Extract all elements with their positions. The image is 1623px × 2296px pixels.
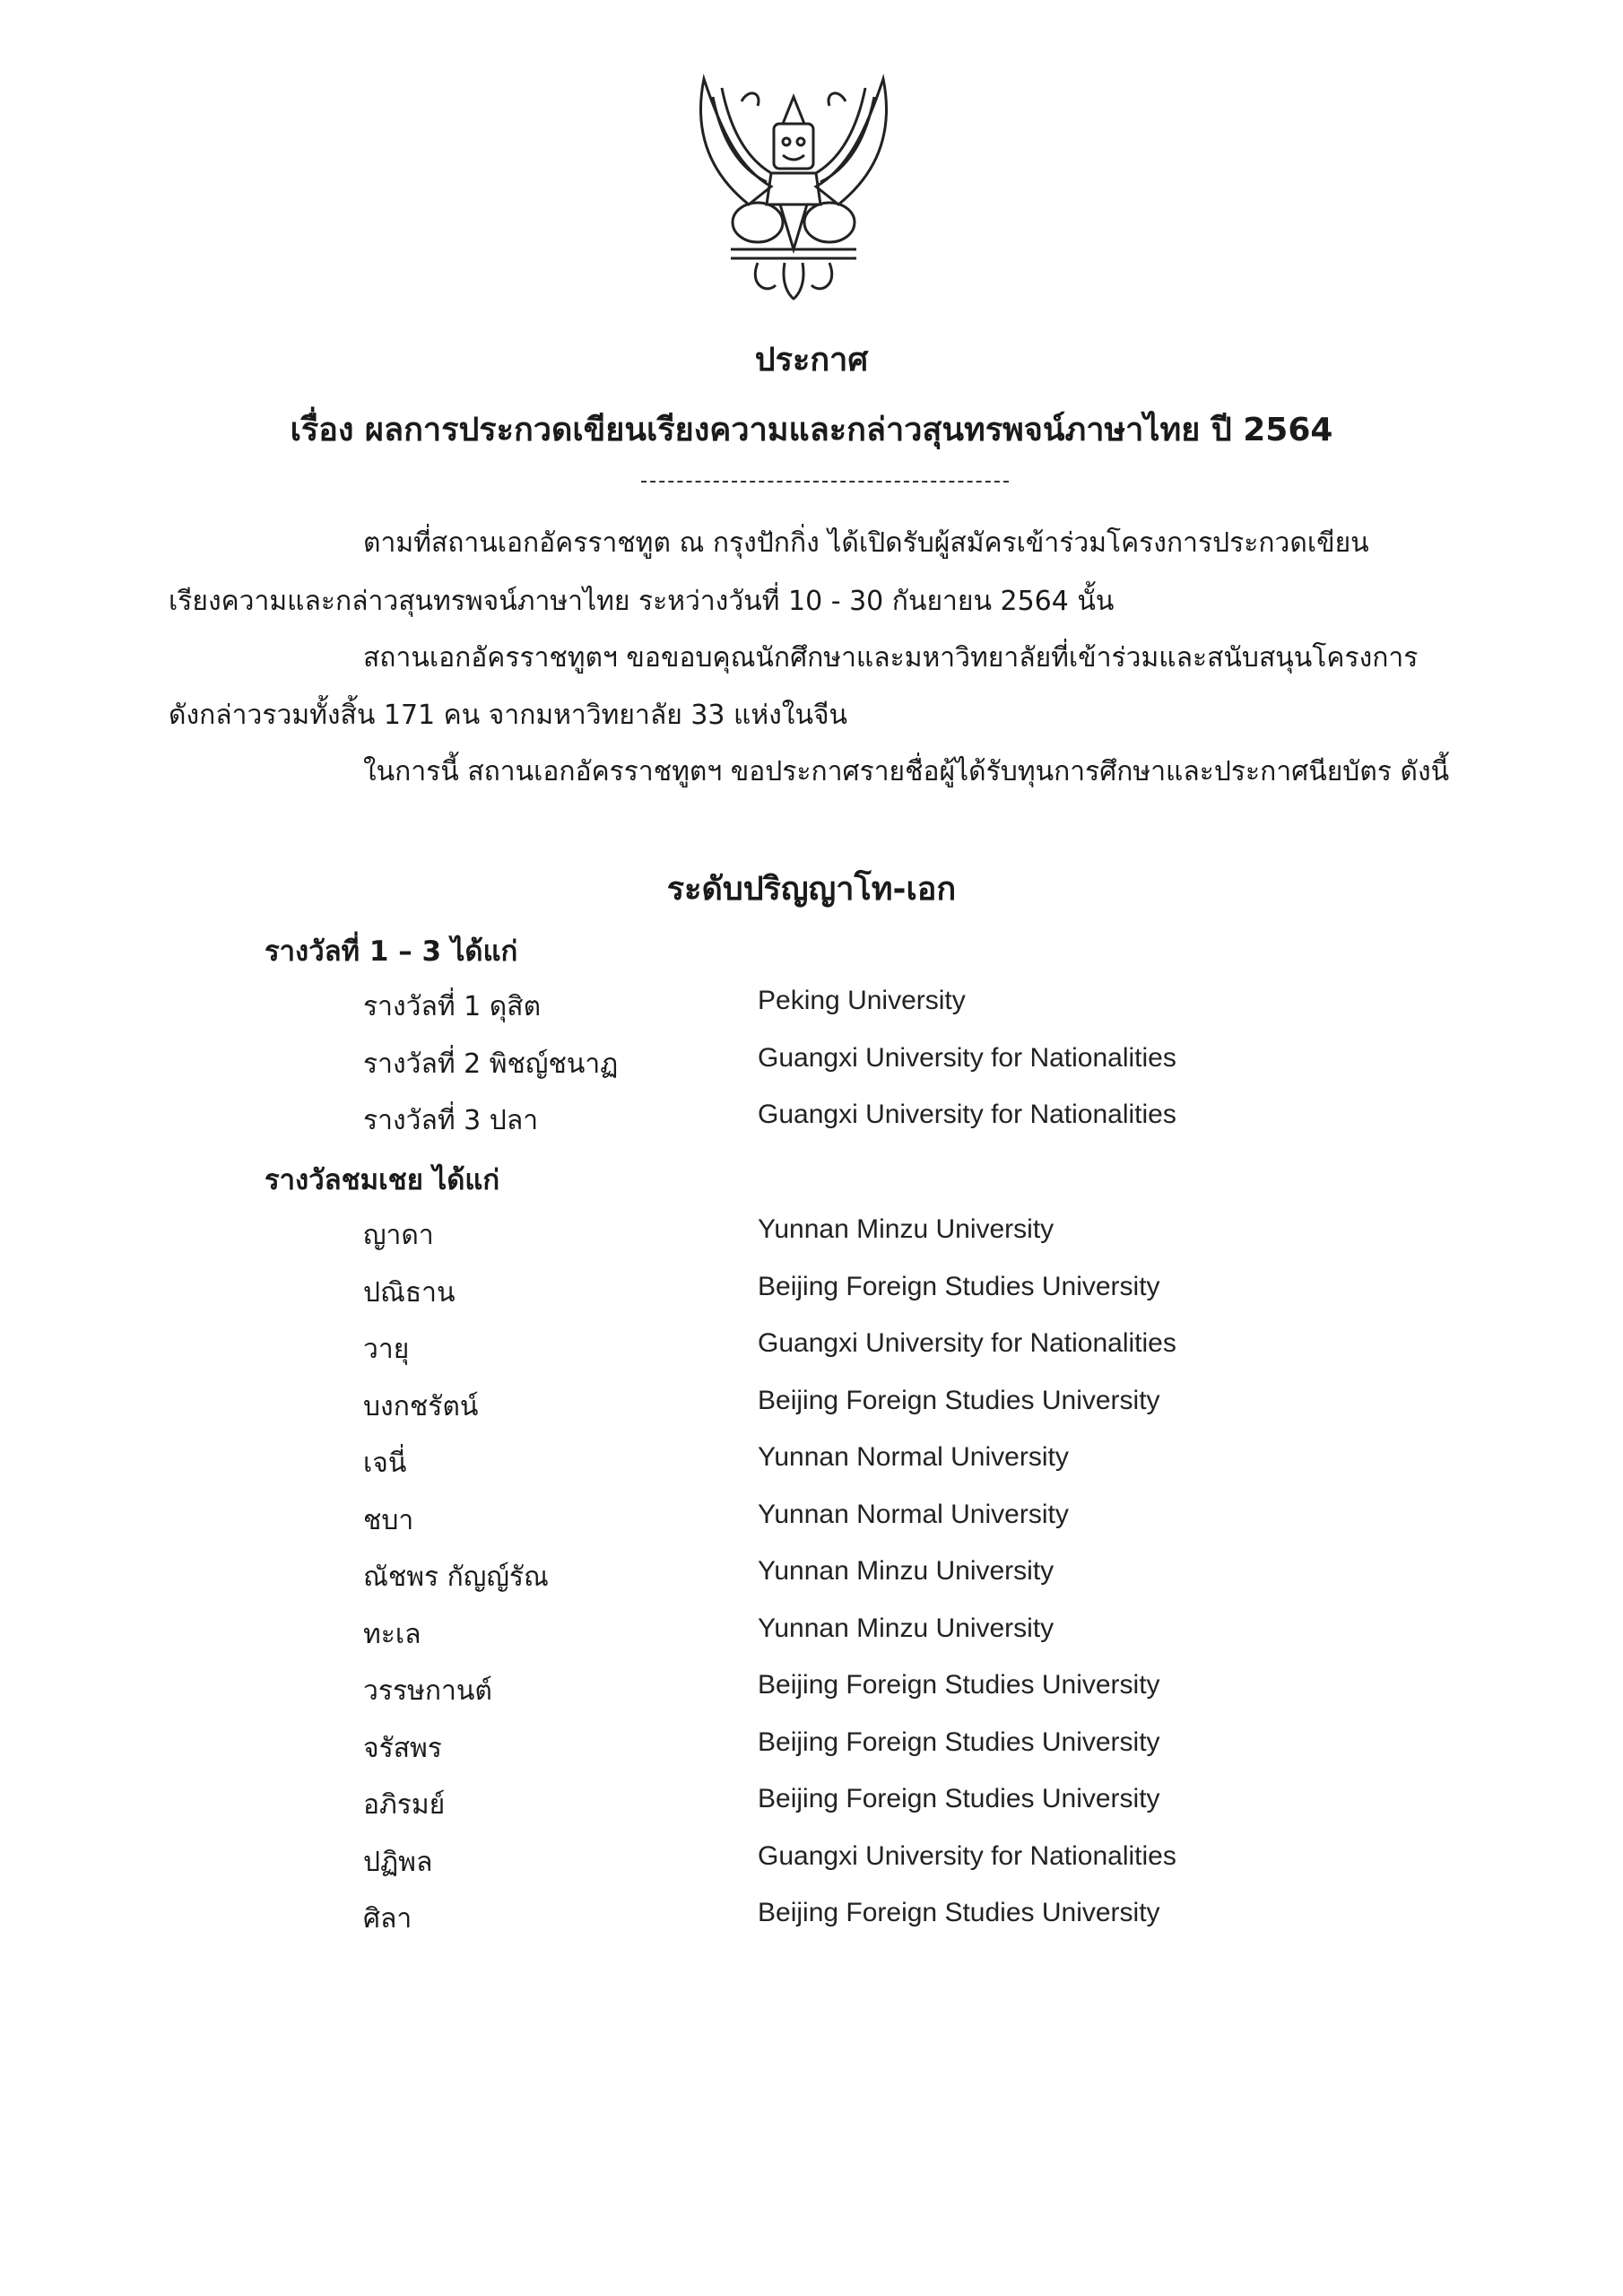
winner-university: Guangxi University for Nationalities	[758, 1100, 1176, 1129]
honorable-university: Yunnan Minzu University	[758, 1556, 1055, 1586]
divider	[641, 481, 1009, 483]
honorable-heading: รางวัลชมเชย ได้แก่	[265, 1164, 500, 1196]
honorable-university: Beijing Foreign Studies University	[758, 1898, 1160, 1927]
honorable-university: Beijing Foreign Studies University	[758, 1272, 1160, 1301]
paragraph-line: ในการนี้ สถานเอกอัครราชทูตฯ ขอประกาศรายชื่อผู้ได้รับทุนการศึกษาและประกาศนียบัตร ดังนี้	[363, 756, 1450, 787]
honorable-name: วรรษกานต์	[363, 1675, 492, 1707]
garuda-emblem-icon	[686, 70, 901, 303]
honorable-university: Yunnan Normal University	[758, 1500, 1069, 1529]
honorable-name: ทะเล	[363, 1619, 421, 1650]
paragraph-line: ตามที่สถานเอกอัครราชทูต ณ กรุงปักกิ่ง ได้เปิดรับผู้สมัครเข้าร่วมโครงการประกวดเขียน	[363, 527, 1369, 559]
honorable-university: Guangxi University for Nationalities	[758, 1841, 1176, 1871]
top-prizes-heading: รางวัลที่ 1 – 3 ได้แก่	[265, 935, 518, 968]
section-title: ระดับปริญญาโท-เอก	[666, 871, 957, 908]
honorable-university: Beijing Foreign Studies University	[758, 1386, 1160, 1415]
honorable-university: Beijing Foreign Studies University	[758, 1670, 1160, 1700]
honorable-name: ชบา	[363, 1505, 414, 1536]
honorable-university: Guangxi University for Nationalities	[758, 1328, 1176, 1358]
honorable-name: เจนี่	[363, 1448, 407, 1479]
document-subject: เรื่อง ผลการประกวดเขียนเรียงความและกล่าวสุนทรพจน์ภาษาไทย ปี 2564	[290, 412, 1333, 448]
honorable-name: อภิรมย์	[363, 1789, 446, 1821]
honorable-university: Beijing Foreign Studies University	[758, 1784, 1160, 1813]
honorable-university: Yunnan Minzu University	[758, 1214, 1055, 1244]
honorable-name: ญาดา	[363, 1220, 434, 1251]
honorable-name: จรัสพร	[363, 1733, 442, 1764]
paragraph-line: เรียงความและกล่าวสุนทรพจน์ภาษาไทย ระหว่างวันที่ 10 - 30 กันยายน 2564 นั้น	[169, 586, 1115, 617]
honorable-name: ปณิธาน	[363, 1277, 456, 1309]
winner-name: รางวัลที่ 3 ปลา	[363, 1105, 539, 1136]
winner-university: Guangxi University for Nationalities	[758, 1043, 1176, 1073]
honorable-name: ศิลา	[363, 1903, 412, 1935]
honorable-name: ปฏิพล	[363, 1847, 433, 1878]
honorable-university: Yunnan Minzu University	[758, 1613, 1055, 1643]
winner-university: Peking University	[758, 986, 966, 1015]
document-title: ประกาศ	[754, 342, 869, 378]
winner-name: รางวัลที่ 1 ดุสิต	[363, 991, 542, 1022]
paragraph-line: ดังกล่าวรวมทั้งสิ้น 171 คน จากมหาวิทยาลัย 33 แห่งในจีน	[169, 700, 848, 731]
honorable-name: บงกชรัตน์	[363, 1391, 479, 1422]
winner-name: รางวัลที่ 2 พิชญ์ชนาฏ	[363, 1048, 619, 1080]
honorable-name: วายุ	[363, 1334, 410, 1365]
honorable-name: ณัชพร กัญญ์รัณ	[363, 1561, 549, 1593]
paragraph-line: สถานเอกอัครราชทูตฯ ขอขอบคุณนักศึกษาและมหาวิทยาลัยที่เข้าร่วมและสนับสนุนโครงการ	[363, 642, 1419, 674]
honorable-university: Yunnan Normal University	[758, 1442, 1069, 1472]
honorable-university: Beijing Foreign Studies University	[758, 1727, 1160, 1757]
